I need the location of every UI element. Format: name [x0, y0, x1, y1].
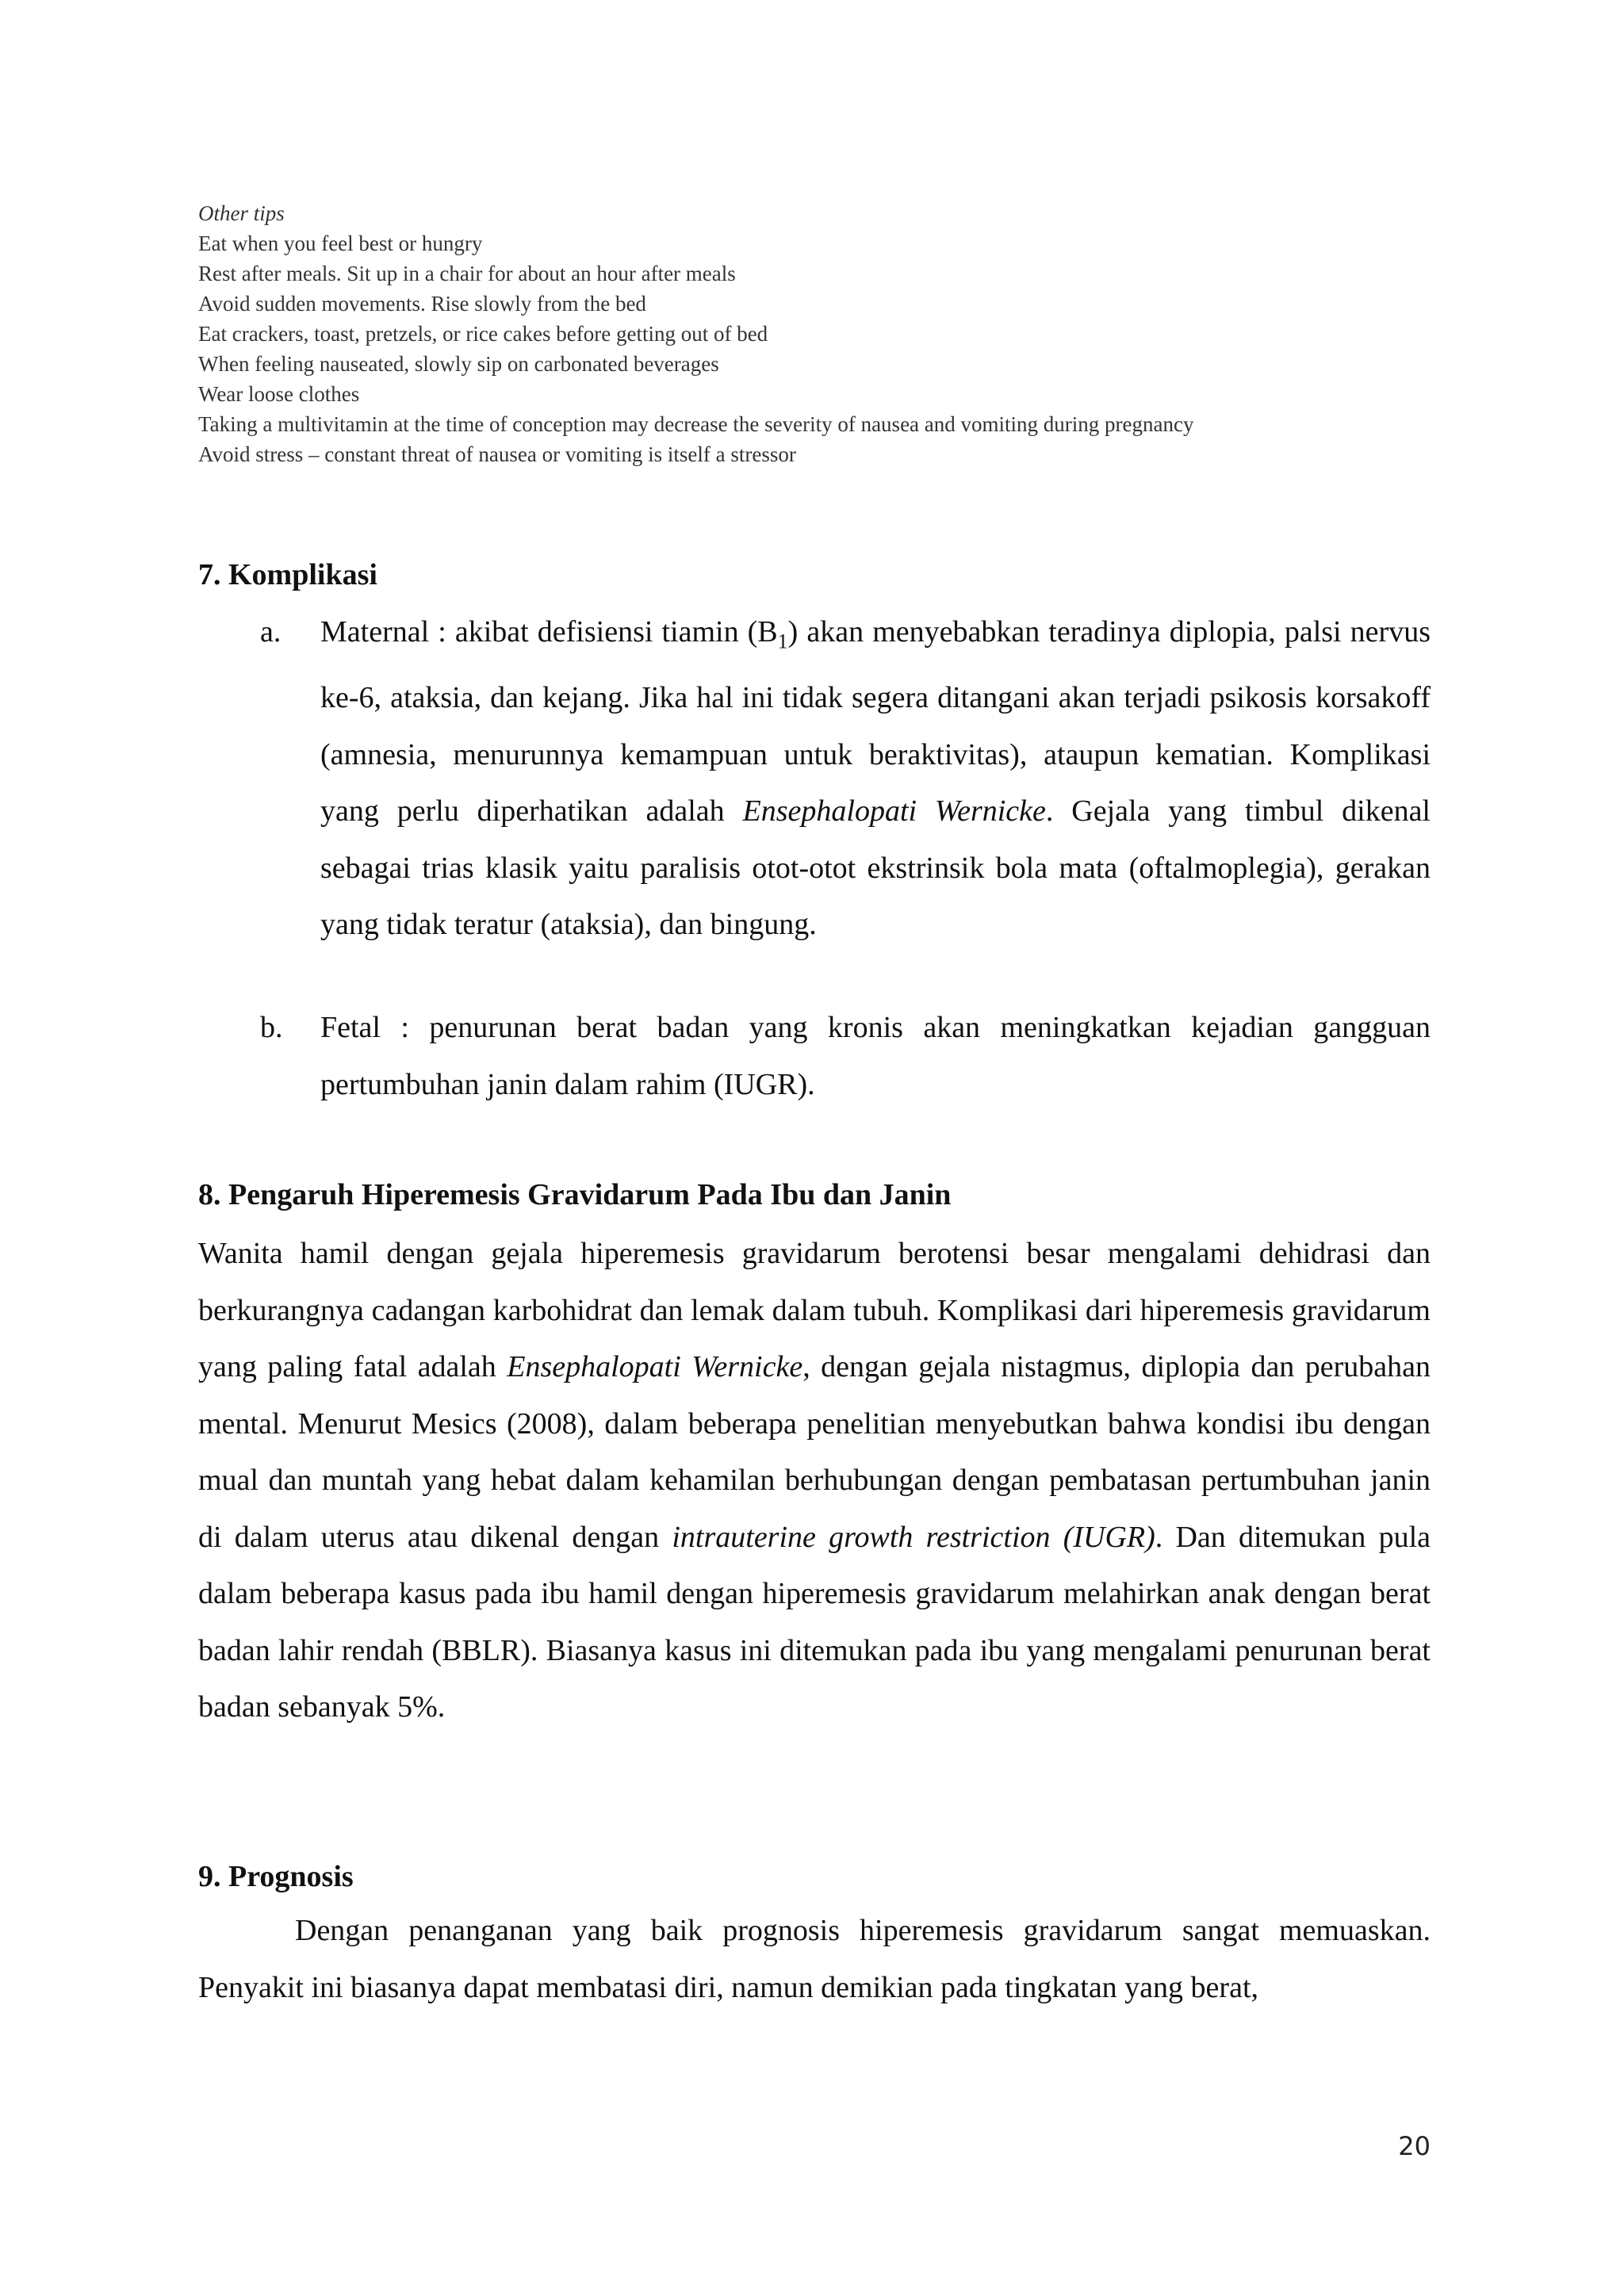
tip-item: Rest after meals. Sit up in a chair for about an hour after meals	[198, 262, 736, 285]
list-marker: a.	[260, 615, 282, 649]
tip-item: Eat when you feel best or hungry	[198, 232, 483, 255]
tip-item: Wear loose clothes	[198, 382, 360, 406]
list-item-fetal	[260, 1000, 1431, 1113]
maternal-text-2: ) akan menyebabkan teradinya diplopia, palsi nervus ke-6, ataksia, dan kejang. Jika hal ini tidak segera ditangani akan terjadi psikosis korsakoff (amnesia, menurunnya kemampuan untuk beraktivitas), ataupun kematian. Komplikasi yang perlu diperhatikan adalah	[320, 615, 1431, 828]
tips-title: Other tips	[198, 201, 285, 225]
pengaruh-text-3: . Dan ditemukan pula dalam beberapa kasus pada ibu hamil dengan hiperemesis gravidarum melahirkan anak dengan berat badan lahir rendah (BBLR). Biasanya kasus ini ditemukan pada ibu yang mengalami penurunan berat badan sebanyak 5%.	[198, 1520, 1431, 1724]
page-number: 20	[1398, 2131, 1431, 2161]
section-heading-pengaruh: 8. Pengaruh Hiperemesis Gravidarum Pada Ibu dan Janin	[198, 1178, 952, 1211]
other-tips-box	[198, 198, 1435, 469]
pengaruh-emphasis-1: Ensephalopati Wernicke	[507, 1350, 803, 1383]
maternal-subscript: 1	[777, 629, 788, 653]
paragraph-prognosis: Dengan penanganan yang baik prognosis hiperemesis gravidarum sangat memuaskan. Penyakit ini biasanya dapat membatasi diri, namun demikian pada tingkatan yang berat,	[198, 1914, 1431, 2004]
tip-item: Eat crackers, toast, pretzels, or rice cakes before getting out of bed	[198, 322, 768, 346]
pengaruh-text-2: , dengan gejala nistagmus, diplopia dan perubahan mental. Menurut Mesics (2008), dalam beberapa penelitian menyebutkan bahwa kondisi ibu dengan mual dan muntah yang hebat dalam kehamilan berhubungan dengan pembatasan pertumbuhan janin di dalam uterus atau dikenal dengan	[198, 1350, 1431, 1554]
maternal-text-3: . Gejala yang timbul dikenal sebagai trias klasik yaitu paralisis otot-otot ekstrinsik bola mata (oftalmoplegia), gerakan yang tidak teratur (ataksia), dan bingung.	[320, 794, 1431, 942]
list-marker: b.	[260, 1011, 283, 1044]
tip-item: Avoid stress – constant threat of nausea or vomiting is itself a stressor	[198, 442, 796, 466]
pengaruh-text-1: Wanita hamil dengan gejala hiperemesis gravidarum berotensi besar mengalami dehidrasi dan berkurangnya cadangan karbohidrat dan lemak dalam tubuh. Komplikasi dari hiperemesis gravidarum yang paling fatal adalah	[198, 1237, 1431, 1383]
maternal-emphasis: Ensephalopati Wernicke	[742, 794, 1046, 828]
fetal-text: Fetal : penurunan berat badan yang kronis akan meningkatkan kejadian gangguan pertumbuhan janin dalam rahim (IUGR).	[320, 1011, 1431, 1101]
section-heading-komplikasi: 7. Komplikasi	[198, 558, 377, 591]
paragraph-pengaruh	[198, 1226, 1431, 1736]
tip-item: When feeling nauseated, slowly sip on carbonated beverages	[198, 352, 719, 376]
tip-item: Taking a multivitamin at the time of conception may decrease the severity of nausea and vomiting during pregnancy	[198, 412, 1194, 436]
tip-item: Avoid sudden movements. Rise slowly from the bed	[198, 292, 646, 316]
section-heading-prognosis: 9. Prognosis	[198, 1860, 354, 1893]
maternal-text-1: Maternal : akibat defisiensi tiamin (B	[320, 615, 778, 649]
list-item-maternal	[260, 604, 1431, 954]
pengaruh-emphasis-2: intrauterine growth restriction (IUGR)	[672, 1520, 1155, 1554]
